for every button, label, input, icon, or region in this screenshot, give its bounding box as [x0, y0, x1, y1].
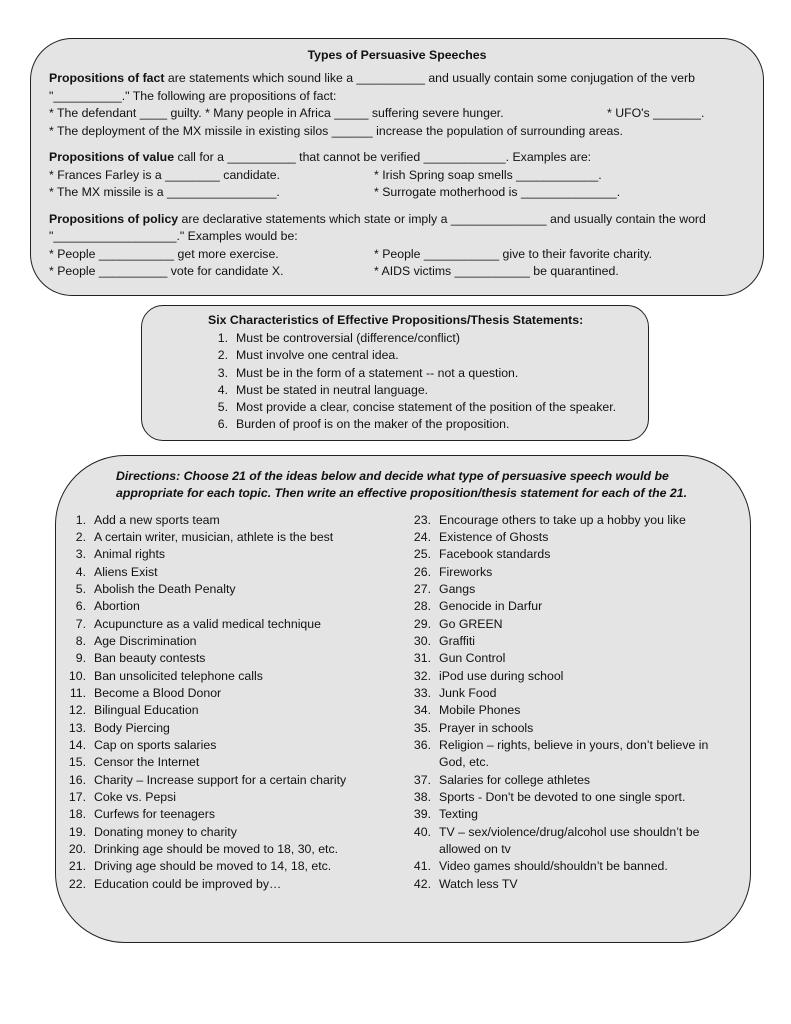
topic-number: 32.: [413, 668, 431, 683]
topic-number: 42.: [413, 876, 431, 891]
value-section: [49, 149, 745, 202]
topic-item: [56, 824, 396, 841]
topic-text: Censor the Internet: [94, 755, 200, 770]
topic-item: [401, 564, 731, 581]
topic-item: [401, 702, 731, 719]
characteristic-text: Must be controversial (difference/conflict): [236, 331, 460, 345]
topic-item: [401, 633, 731, 650]
topic-item: [401, 824, 731, 841]
policy-example-2b: * AIDS victims ___________ be quarantined.: [374, 264, 619, 278]
topic-text: Video games should/shouldn’t be banned.: [439, 859, 668, 874]
topic-number: 17.: [68, 790, 86, 805]
topic-text: Genocide in Darfur: [439, 599, 543, 614]
topic-text: Aliens Exist: [94, 564, 158, 579]
characteristic-number: 5.: [217, 400, 228, 415]
characteristic-number: 6.: [217, 417, 228, 432]
value-example-1b: * Irish Spring soap smells ____________.: [374, 167, 602, 182]
topic-number: 20.: [68, 842, 86, 857]
characteristic-item: [200, 382, 648, 399]
topic-number: 8.: [75, 634, 86, 648]
topic-item: [401, 581, 731, 598]
characteristic-text: Burden of proof is on the maker of the proposition.: [236, 417, 510, 432]
fact-example-2: * UFO's _______.: [607, 106, 705, 120]
topic-number: 1.: [75, 512, 86, 527]
topic-number: 16.: [68, 772, 86, 787]
topic-number: 28.: [413, 599, 431, 614]
topic-number: 7.: [75, 616, 86, 631]
topic-number: 5.: [75, 581, 86, 596]
six-characteristics-box: [141, 305, 649, 441]
policy-line1: are declarative statements which state or imply a ______________ and usually contain the word: [178, 211, 706, 226]
value-example-2b: * Surrogate motherhood is ______________.: [374, 185, 621, 199]
six-characteristics-list: [200, 330, 648, 434]
topic-number: 23.: [413, 512, 431, 527]
topic-number: 36.: [413, 738, 431, 753]
topic-text: iPod use during school: [439, 668, 564, 683]
topic-item: [56, 720, 396, 737]
types-title: Types of Persuasive Speeches: [307, 48, 487, 62]
topic-item: [401, 650, 731, 667]
topic-text: Existence of Ghosts: [439, 529, 549, 544]
topic-number: 27.: [413, 581, 431, 596]
topic-text: Fireworks: [439, 564, 493, 579]
directions-text: [56, 468, 750, 503]
topic-item: [56, 876, 396, 893]
topic-number: 29.: [413, 616, 431, 631]
characteristic-text: Must be in the form of a statement -- not a question.: [236, 365, 519, 380]
topic-number: 2.: [75, 529, 86, 544]
topic-item: [56, 633, 396, 650]
topic-number: 21.: [68, 859, 86, 874]
topic-item: [56, 858, 396, 875]
topic-number: 15.: [68, 755, 86, 770]
topic-number: 38.: [413, 790, 431, 805]
topic-text: Driving age should be moved to 14, 18, etc.: [94, 859, 332, 874]
characteristic-number: 1.: [217, 331, 228, 345]
topic-item: [56, 789, 396, 806]
characteristic-item: [200, 347, 648, 364]
directions-line-1: Directions: Choose 21 of the ideas below and decide what type of persuasive speech would be: [116, 469, 669, 483]
topic-item: [401, 720, 731, 737]
policy-example-1b: * People ___________ give to their favorite charity.: [374, 246, 653, 261]
policy-section: [49, 211, 745, 281]
topic-text: A certain writer, musician, athlete is the best: [94, 529, 334, 544]
topic-item: [56, 650, 396, 667]
topic-text: TV – sex/violence/drug/alcohol use shouldn’t be: [439, 824, 700, 839]
topic-item: [401, 616, 731, 633]
topic-text: Cap on sports salaries: [94, 738, 217, 753]
topic-number: 11.: [69, 686, 86, 701]
topic-item: [401, 512, 731, 529]
characteristic-text: Most provide a clear, concise statement of the position of the speaker.: [236, 400, 617, 415]
fact-example-1: * The defendant ____ guilty. * Many people in Africa _____ suffering severe hunger.: [49, 106, 504, 120]
fact-line1: are statements which sound like a __________ and usually contain some conjugation of the verb: [164, 71, 695, 85]
topic-number: 25.: [413, 547, 431, 562]
topic-item: [401, 876, 731, 893]
topic-number: 18.: [68, 807, 86, 822]
topic-text: Salaries for college athletes: [439, 772, 591, 787]
topic-text: Bilingual Education: [94, 703, 199, 718]
topic-number: 31.: [413, 651, 431, 666]
topic-text: Gangs: [439, 581, 476, 596]
topic-text: Animal rights: [94, 547, 166, 562]
topic-text: Abolish the Death Penalty: [94, 581, 236, 596]
topic-number: 6.: [75, 599, 86, 614]
topic-item: [56, 806, 396, 823]
topic-item: [401, 737, 731, 754]
topic-text: Religion – rights, believe in yours, don’t believe in: [439, 738, 709, 753]
topic-text: Graffiti: [439, 634, 475, 648]
topic-text: Junk Food: [439, 686, 497, 701]
topic-text: Watch less TV: [439, 876, 518, 891]
topic-number: 37.: [413, 772, 431, 787]
topic-item: [401, 598, 731, 615]
topic-item: [56, 616, 396, 633]
value-example-2a: * The MX missile is a ________________.: [49, 185, 280, 199]
topic-text: Age Discrimination: [94, 634, 197, 648]
topic-item: [401, 858, 731, 875]
topic-text-continuation: God, etc.: [439, 755, 489, 770]
topic-item: [401, 789, 731, 806]
characteristic-text: Must involve one central idea.: [236, 348, 399, 363]
topic-number: 22.: [68, 876, 86, 891]
topic-number: 12.: [68, 703, 86, 718]
topic-item: [401, 806, 731, 823]
topic-text: Charity – Increase support for a certain charity: [94, 772, 347, 787]
topic-item: [56, 668, 396, 685]
fact-line2: "__________." The following are propositions of fact:: [49, 88, 337, 103]
topic-number: 10.: [68, 668, 86, 683]
topics-left-column: [56, 512, 396, 894]
topic-item: [56, 564, 396, 581]
topic-number: 40.: [413, 824, 431, 839]
topic-text: Body Piercing: [94, 720, 170, 735]
topic-number: 35.: [413, 720, 431, 735]
topic-number: 13.: [68, 720, 86, 735]
characteristic-item: [200, 416, 648, 433]
characteristic-item: [200, 365, 648, 382]
topic-item: [56, 512, 396, 529]
characteristic-number: 3.: [217, 365, 228, 380]
policy-example-2a: * People __________ vote for candidate X.: [49, 264, 284, 278]
topic-item: [56, 841, 396, 858]
fact-example-3: * The deployment of the MX missile in existing silos ______ increase the population of surrounding areas.: [49, 123, 623, 138]
fact-section: [49, 70, 745, 140]
topic-text: Ban beauty contests: [94, 651, 206, 666]
topic-text: Encourage others to take up a hobby you like: [439, 512, 686, 527]
topic-item: [56, 702, 396, 719]
value-line1: call for a __________ that cannot be verified ____________. Examples are:: [174, 150, 592, 164]
topic-text: Become a Blood Donor: [94, 686, 222, 701]
topic-number: 33.: [413, 686, 431, 701]
topic-text: Texting: [439, 807, 478, 822]
characteristic-text: Must be stated in neutral language.: [236, 382, 429, 397]
topic-number: 26.: [413, 564, 431, 579]
policy-example-1a: * People ___________ get more exercise.: [49, 246, 279, 261]
topic-number: 24.: [413, 529, 431, 544]
policy-line2: "__________________." Examples would be:: [49, 229, 298, 243]
topic-text: Go GREEN: [439, 616, 503, 631]
topic-text-continuation: allowed on tv: [439, 842, 511, 857]
topic-item: [56, 581, 396, 598]
topic-item: [401, 685, 731, 702]
characteristic-number: 2.: [217, 348, 228, 363]
topic-text: Abortion: [94, 599, 140, 614]
directions-box: [55, 455, 751, 943]
value-example-1a: * Frances Farley is a ________ candidate.: [49, 167, 281, 182]
topic-item: [401, 546, 731, 563]
topic-number: 19.: [68, 824, 86, 839]
characteristic-number: 4.: [217, 382, 228, 397]
topic-text: Sports - Don't be devoted to one single sport.: [439, 790, 686, 805]
topic-item: [401, 529, 731, 546]
topic-text: Drinking age should be moved to 18, 30, etc.: [94, 842, 339, 857]
value-heading: Propositions of value: [49, 150, 175, 164]
topic-text: Donating money to charity: [94, 824, 237, 839]
topic-number: 39.: [413, 807, 431, 822]
directions-line-2: appropriate for each topic. Then write an effective proposition/thesis statement for each of the 21.: [116, 486, 688, 501]
topic-text: Mobile Phones: [439, 703, 521, 718]
topic-text: Ban unsolicited telephone calls: [94, 668, 263, 683]
six-title: Six Characteristics of Effective Propositions/Thesis Statements:: [208, 313, 584, 327]
topic-item: [56, 598, 396, 615]
topic-item: [56, 546, 396, 563]
types-of-speeches-box: [30, 38, 764, 296]
topics-right-column: [401, 512, 731, 894]
topic-text: Add a new sports team: [94, 512, 220, 527]
topic-text: Curfews for teenagers: [94, 807, 215, 822]
topic-item: [401, 668, 731, 685]
topic-number: 34.: [413, 703, 431, 718]
topic-item: [56, 737, 396, 754]
policy-heading: Propositions of policy: [49, 211, 179, 226]
topic-number: 9.: [75, 651, 86, 666]
topic-text: Prayer in schools: [439, 720, 534, 735]
topic-number: 41.: [413, 859, 431, 874]
topic-text: Facebook standards: [439, 547, 551, 562]
characteristic-item: [200, 399, 648, 416]
topic-item: [56, 685, 396, 702]
topic-item: [401, 772, 731, 789]
topic-text: Coke vs. Pepsi: [94, 790, 177, 805]
topic-number: 14.: [68, 738, 86, 753]
topic-text: Gun Control: [439, 651, 506, 666]
topic-number: 30.: [413, 634, 431, 648]
topic-item: [56, 772, 396, 789]
topic-text: Education could be improved by…: [94, 876, 282, 891]
topic-text: Acupuncture as a valid medical technique: [94, 616, 321, 631]
topic-number: 4.: [75, 564, 86, 579]
topic-item: [56, 754, 396, 771]
characteristic-item: [200, 330, 648, 347]
fact-heading: Propositions of fact: [49, 71, 165, 85]
topic-number: 3.: [75, 547, 86, 562]
topic-item: [56, 529, 396, 546]
